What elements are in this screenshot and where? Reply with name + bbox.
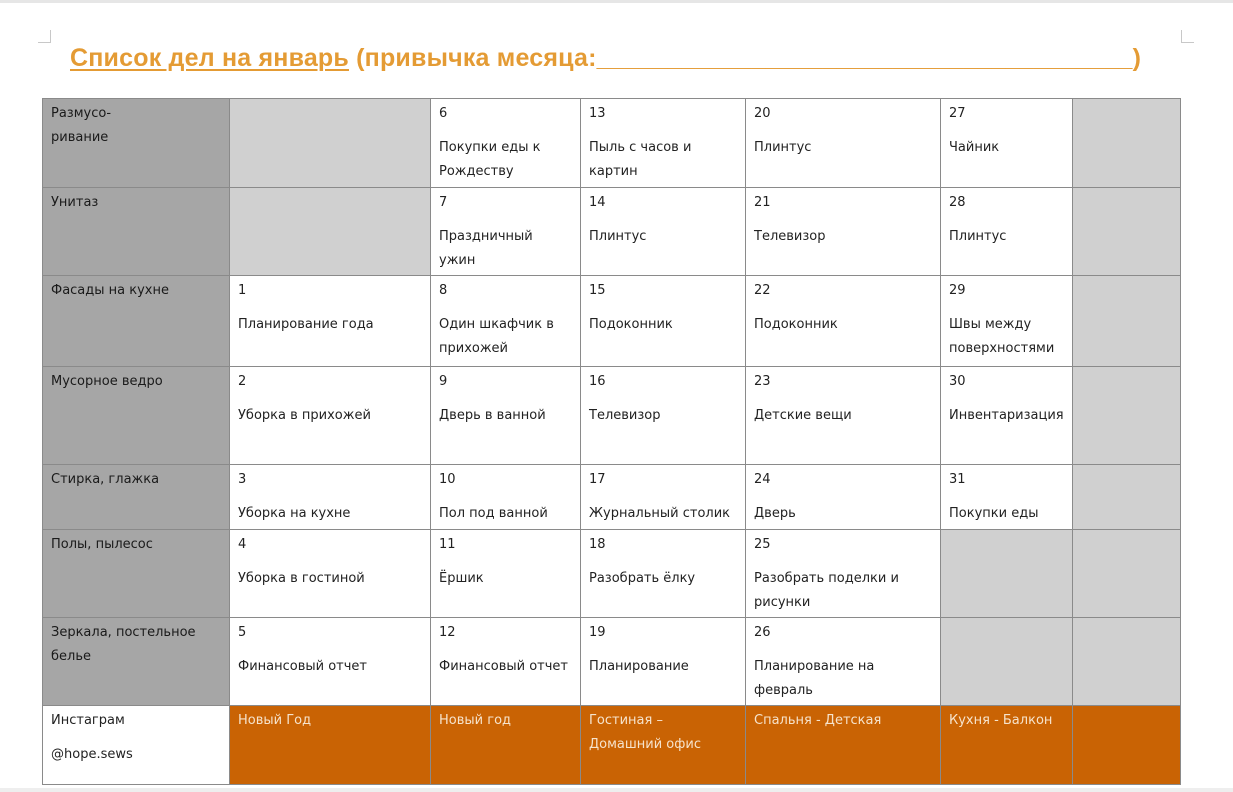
task-text: Плинтус bbox=[754, 140, 812, 155]
category-label: Унитаз bbox=[51, 195, 99, 210]
task-text: Покупки еды bbox=[949, 506, 1039, 521]
day-cell bbox=[431, 276, 581, 367]
day-cell bbox=[746, 367, 941, 465]
day-number: 22 bbox=[754, 283, 771, 298]
table-row bbox=[43, 465, 1181, 530]
empty-cell bbox=[230, 99, 431, 188]
category-cell bbox=[43, 276, 230, 367]
day-number: 15 bbox=[589, 283, 606, 298]
day-cell bbox=[746, 530, 941, 618]
day-number: 30 bbox=[949, 374, 966, 389]
zone-row bbox=[43, 706, 1181, 785]
empty-cell bbox=[1072, 99, 1180, 188]
day-number: 21 bbox=[754, 195, 771, 210]
empty-cell bbox=[1072, 276, 1180, 367]
day-number: 3 bbox=[238, 472, 247, 487]
day-number: 31 bbox=[949, 472, 966, 487]
day-number: 19 bbox=[589, 625, 606, 640]
day-number: 11 bbox=[439, 537, 456, 552]
day-cell bbox=[431, 530, 581, 618]
day-cell bbox=[581, 465, 746, 530]
empty-cell bbox=[1072, 465, 1180, 530]
day-number: 27 bbox=[949, 106, 966, 121]
task-text: Уборка в прихожей bbox=[238, 408, 371, 423]
crop-mark-top-left bbox=[38, 30, 51, 43]
day-cell bbox=[230, 465, 431, 530]
day-number: 7 bbox=[439, 195, 448, 210]
zone-label: Новый Год bbox=[238, 713, 312, 728]
task-text: Инвентаризация bbox=[949, 408, 1064, 423]
zone-cell bbox=[230, 706, 431, 785]
task-text: Детские вещи bbox=[754, 408, 852, 423]
day-cell bbox=[581, 188, 746, 276]
page-top-edge bbox=[0, 0, 1233, 3]
empty-cell bbox=[1072, 188, 1180, 276]
task-text: Планирование bbox=[589, 659, 689, 674]
task-text: Пыль с часов и картин bbox=[589, 140, 692, 179]
task-text: Финансовый отчет bbox=[238, 659, 367, 674]
instagram-handle: @hope.sews bbox=[51, 747, 133, 762]
day-cell bbox=[746, 465, 941, 530]
instagram-label: Инстаграм bbox=[51, 713, 125, 728]
zone-cell bbox=[581, 706, 746, 785]
task-text: Подоконник bbox=[754, 317, 838, 332]
day-cell bbox=[581, 618, 746, 706]
day-cell bbox=[941, 276, 1073, 367]
day-cell bbox=[581, 276, 746, 367]
zone-cell bbox=[941, 706, 1073, 785]
task-text: Праздничный ужин bbox=[439, 229, 533, 268]
empty-cell bbox=[230, 188, 431, 276]
task-text: Планирование на февраль bbox=[754, 659, 875, 698]
day-cell bbox=[941, 188, 1073, 276]
task-text: Разобрать ёлку bbox=[589, 571, 696, 586]
day-number: 10 bbox=[439, 472, 456, 487]
empty-cell bbox=[1072, 618, 1180, 706]
task-text: Пол под ванной bbox=[439, 506, 548, 521]
day-number: 24 bbox=[754, 472, 771, 487]
day-number: 8 bbox=[439, 283, 448, 298]
day-cell bbox=[581, 99, 746, 188]
title-main: Список дел на январь bbox=[70, 44, 349, 72]
category-cell bbox=[43, 188, 230, 276]
table-row bbox=[43, 99, 1181, 188]
category-cell bbox=[43, 530, 230, 618]
task-text: Дверь в ванной bbox=[439, 408, 546, 423]
day-number: 14 bbox=[589, 195, 606, 210]
day-number: 1 bbox=[238, 283, 247, 298]
title-close-paren: ) bbox=[1132, 44, 1142, 72]
day-number: 25 bbox=[754, 537, 771, 552]
category-label: Полы, пылесос bbox=[51, 537, 153, 552]
category-label: Мусорное ведро bbox=[51, 374, 163, 389]
day-number: 2 bbox=[238, 374, 247, 389]
task-text: Финансовый отчет bbox=[439, 659, 568, 674]
day-cell bbox=[230, 618, 431, 706]
task-text: Уборка в гостиной bbox=[238, 571, 365, 586]
day-number: 28 bbox=[949, 195, 966, 210]
day-number: 23 bbox=[754, 374, 771, 389]
task-text: Телевизор bbox=[754, 229, 826, 244]
task-text: Чайник bbox=[949, 140, 1000, 155]
category-cell bbox=[43, 465, 230, 530]
day-cell bbox=[941, 465, 1073, 530]
day-cell bbox=[941, 367, 1073, 465]
empty-cell bbox=[941, 618, 1073, 706]
table-row bbox=[43, 188, 1181, 276]
category-label: Зеркала, постельное белье bbox=[51, 625, 196, 664]
day-cell bbox=[581, 530, 746, 618]
zone-label: Гостиная – Домашний офис bbox=[589, 713, 701, 752]
task-text: Плинтус bbox=[949, 229, 1007, 244]
day-cell bbox=[431, 99, 581, 188]
category-cell bbox=[43, 99, 230, 188]
day-number: 4 bbox=[238, 537, 247, 552]
title-habit-blank: ______________________________________ bbox=[596, 44, 1133, 72]
task-text: Плинтус bbox=[589, 229, 647, 244]
category-label: Размусо- ривание bbox=[51, 106, 112, 145]
empty-cell bbox=[1072, 367, 1180, 465]
table-row bbox=[43, 367, 1181, 465]
day-cell bbox=[746, 276, 941, 367]
category-label: Фасады на кухне bbox=[51, 283, 169, 298]
zone-label: Кухня - Балкон bbox=[949, 713, 1053, 728]
task-text: Уборка на кухне bbox=[238, 506, 351, 521]
day-number: 16 bbox=[589, 374, 606, 389]
page-bottom-edge bbox=[0, 788, 1233, 792]
zone-cell bbox=[431, 706, 581, 785]
day-cell bbox=[746, 99, 941, 188]
zone-cell bbox=[746, 706, 941, 785]
january-task-table bbox=[42, 98, 1181, 785]
zone-label: Новый год bbox=[439, 713, 512, 728]
zone-cell bbox=[1072, 706, 1180, 785]
task-text: Покупки еды к Рождеству bbox=[439, 140, 541, 179]
day-number: 26 bbox=[754, 625, 771, 640]
task-text: Журнальный столик bbox=[589, 506, 731, 521]
day-number: 6 bbox=[439, 106, 448, 121]
day-number: 12 bbox=[439, 625, 456, 640]
day-number: 29 bbox=[949, 283, 966, 298]
table-row bbox=[43, 530, 1181, 618]
day-number: 13 bbox=[589, 106, 606, 121]
instagram-label-cell bbox=[43, 706, 230, 785]
crop-mark-top-right bbox=[1181, 30, 1194, 43]
day-cell bbox=[746, 188, 941, 276]
day-cell bbox=[431, 465, 581, 530]
day-cell bbox=[230, 276, 431, 367]
table-row bbox=[43, 618, 1181, 706]
empty-cell bbox=[1072, 530, 1180, 618]
day-cell bbox=[431, 188, 581, 276]
day-cell bbox=[431, 367, 581, 465]
day-number: 9 bbox=[439, 374, 448, 389]
day-cell bbox=[230, 530, 431, 618]
day-cell bbox=[941, 99, 1073, 188]
category-cell bbox=[43, 618, 230, 706]
task-text: Планирование года bbox=[238, 317, 374, 332]
task-text: Разобрать поделки и рисунки bbox=[754, 571, 899, 610]
task-text: Дверь bbox=[754, 506, 796, 521]
category-cell bbox=[43, 367, 230, 465]
category-label: Стирка, глажка bbox=[51, 472, 160, 487]
day-number: 18 bbox=[589, 537, 606, 552]
day-cell bbox=[431, 618, 581, 706]
day-cell bbox=[230, 367, 431, 465]
empty-cell bbox=[941, 530, 1073, 618]
day-cell bbox=[746, 618, 941, 706]
zone-label: Спальня - Детская bbox=[754, 713, 882, 728]
task-text: Телевизор bbox=[589, 408, 661, 423]
title-habit-label: (привычка месяца: bbox=[356, 44, 597, 72]
table-row bbox=[43, 276, 1181, 367]
task-text: Один шкафчик в прихожей bbox=[439, 317, 554, 356]
task-text: Швы между поверхностями bbox=[949, 317, 1055, 356]
page-title bbox=[70, 44, 1141, 73]
day-number: 20 bbox=[754, 106, 771, 121]
task-text: Ёршик bbox=[439, 571, 484, 586]
day-cell bbox=[581, 367, 746, 465]
task-text: Подоконник bbox=[589, 317, 673, 332]
day-number: 17 bbox=[589, 472, 606, 487]
day-number: 5 bbox=[238, 625, 247, 640]
